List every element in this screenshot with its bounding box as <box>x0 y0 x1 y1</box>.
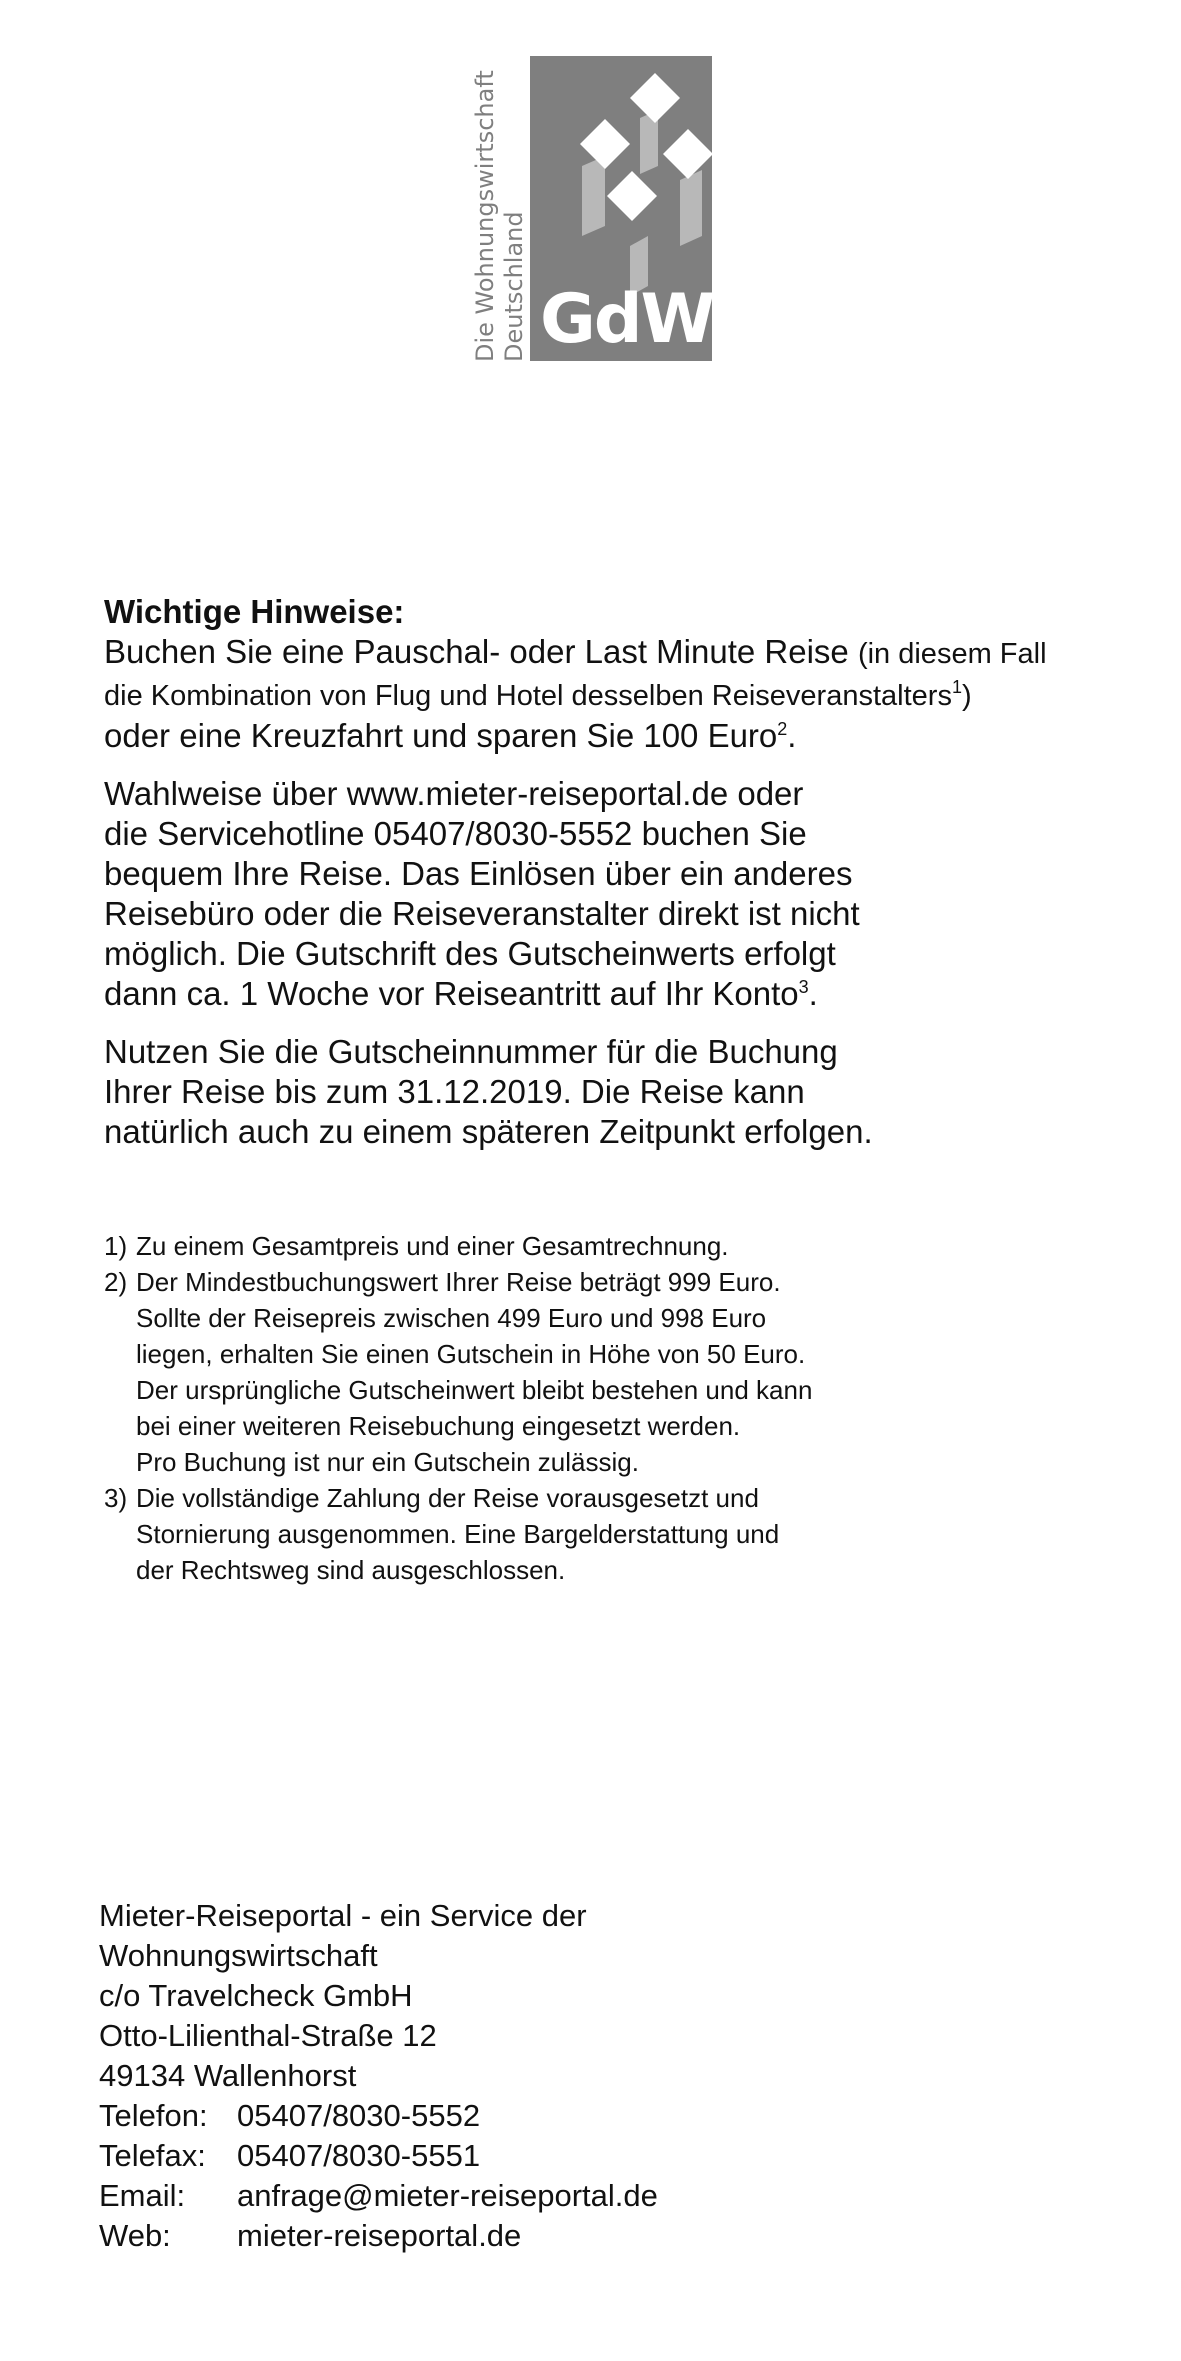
footnote-1: 1) Zu einem Gesamtpreis und einer Gesamtrechnung. <box>104 1231 729 1261</box>
logo-gdw-text: GdW <box>540 280 714 359</box>
notes-heading: Wichtige Hinweise: <box>104 593 405 630</box>
important-notes <box>104 592 1164 1152</box>
logo-text-line1: Die Wohnungswirtschaft <box>471 70 499 362</box>
logo-vertical-text <box>460 52 530 362</box>
contact-line: Mieter-Reiseportal - ein Service der <box>99 1898 587 1933</box>
footnote-3: 3) Die vollständige Zahlung der Reise vorausgesetzt und Stornierung ausgenommen. Eine Bargelderstattung und der Rechtsweg sind ausgeschlossen. <box>104 1483 780 1585</box>
contact-line: c/o Travelcheck GmbH <box>99 1978 413 2013</box>
web-link[interactable]: mieter-reiseportal.de <box>237 2218 522 2253</box>
contact-line: Wohnungswirtschaft <box>99 1938 378 1973</box>
notes-paragraph-2: Wahlweise über www.mieter-reiseportal.de oder die Servicehotline 05407/8030-5552 buchen Sie bequem Ihre Reise. Das Einlösen über ein anderes Reisebüro oder die Reiseveranstalter direkt ist nicht möglich. Die Gutschrift des Gutscheinwerts erfolgt dann ca. 1 Woche vor Reiseantritt auf Ihr Konto$^3$. <box>104 775 860 1012</box>
contact-block <box>99 1896 999 2256</box>
logo-box <box>530 56 712 361</box>
footnotes <box>104 1228 1004 1588</box>
contact-line: Otto-Lilienthal-Straße 12 <box>99 2018 437 2053</box>
contact-telefax: Telefax: 05407/8030-5551 <box>99 2138 481 2173</box>
contact-telefon: Telefon: 05407/8030-5552 <box>99 2098 481 2133</box>
contact-email: Email: anfrage@mieter-reiseportal.de <box>99 2178 658 2213</box>
contact-line: 49134 Wallenhorst <box>99 2058 357 2093</box>
email-link[interactable]: anfrage@mieter-reiseportal.de <box>237 2178 658 2213</box>
footnote-2: 2) Der Mindestbuchungswert Ihrer Reise beträgt 999 Euro. Sollte der Reisepreis zwischen 499 Euro und 998 Euro liegen, erhalten Sie einen Gutschein in Höhe von 50 Euro. Der ursprüngliche Gutscheinwert bleibt bestehen und kann bei einer weiteren Reisebuchung eingesetzt werden. Pro Buchung ist nur ein Gutschein zulässig. <box>104 1267 813 1477</box>
notes-paragraph-1: Buchen Sie eine Pauschal- oder Last Minute Reise (in diesem Fall die Kombination von Flug und Hotel desselben Reiseveranstalters$^1$) oder eine Kreuzfahrt und sparen Sie 100 Euro$^2$. <box>104 633 1047 754</box>
gdw-logo <box>460 52 740 362</box>
telefon-number[interactable]: 05407/8030-5552 <box>237 2098 481 2133</box>
telefax-number: 05407/8030-5551 <box>237 2138 481 2173</box>
logo-text-line2: Deutschland <box>500 211 528 362</box>
notes-paragraph-3: Nutzen Sie die Gutscheinnummer für die Buchung Ihrer Reise bis zum 31.12.2019. Die Reise kann natürlich auch zu einem späteren Zeitpunkt erfolgen. <box>104 1033 873 1150</box>
contact-web: Web: mieter-reiseportal.de <box>99 2218 522 2253</box>
